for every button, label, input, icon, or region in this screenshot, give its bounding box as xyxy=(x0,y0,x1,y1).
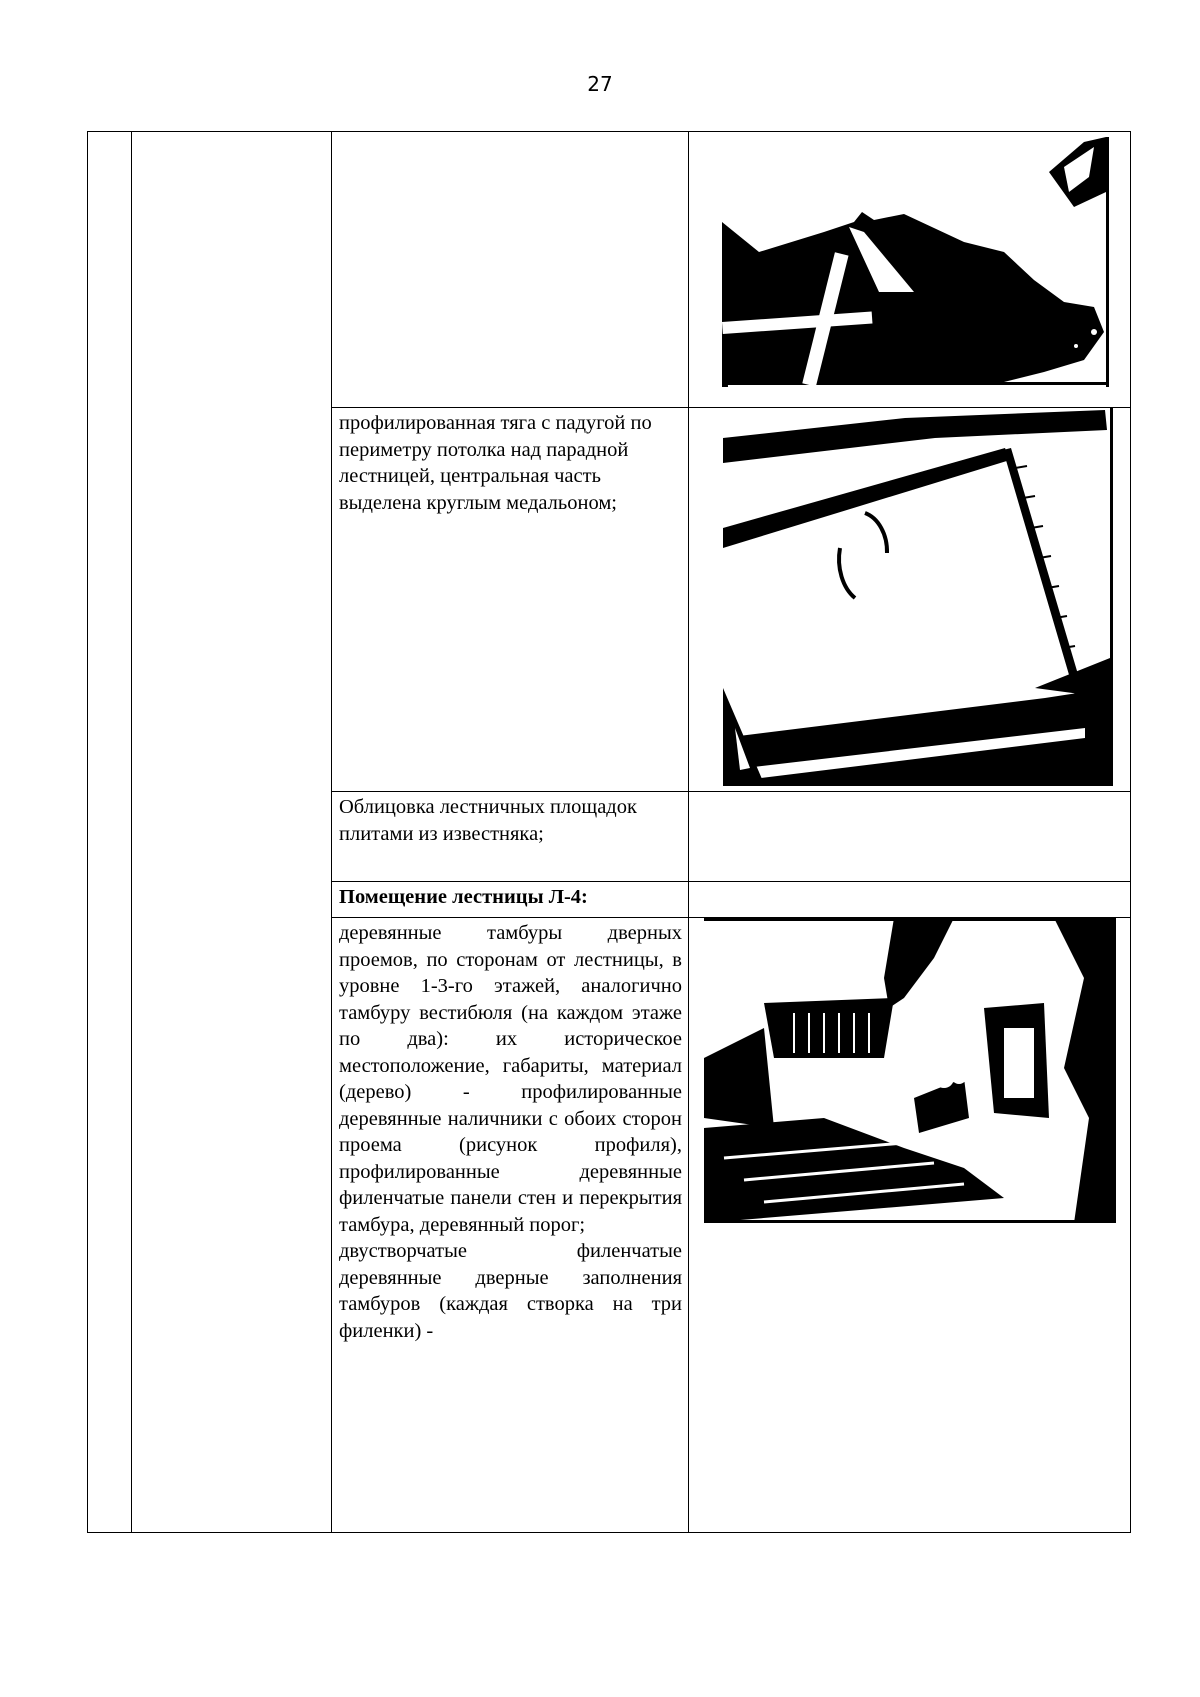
element-description: профилированная тяга с падугой по периметру потолка над парадной лестницей, центральная часть выделена круглым медальоном; xyxy=(339,412,652,514)
ceiling-fragment-photo xyxy=(704,132,1116,394)
ceiling-medallion-photo xyxy=(705,408,1115,786)
section-heading-cell xyxy=(332,882,689,918)
name-column-cell xyxy=(132,132,332,1533)
description-cell xyxy=(332,408,689,792)
description-cell xyxy=(332,792,689,882)
section-heading: Помещение лестницы Л-4: xyxy=(339,886,588,908)
photo-cell xyxy=(689,132,1131,408)
monument-elements-table xyxy=(87,131,1131,1533)
photo-cell xyxy=(689,918,1131,1533)
table-row xyxy=(88,132,1131,408)
element-description: Облицовка лестничных площадок плитами из известняка; xyxy=(339,796,637,845)
number-column-cell xyxy=(88,132,132,1533)
photo-cell xyxy=(689,408,1131,792)
photo-cell xyxy=(689,882,1131,918)
description-cell xyxy=(332,132,689,408)
element-description: деревянные тамбуры дверных проемов, по сторонам от лестницы, в уровне 1-3-го этажей, аналогично тамбуру вестибюля (на каждом этаже по два): их историческое местоположение, габариты, материал (дерево) - профилированные деревянные наличники с обоих сторон проема (рисунок профиля), профилированные деревянные филенчатые панели стен и перекрытия тамбура, деревянный порог; xyxy=(339,922,682,1236)
description-cell xyxy=(332,918,689,1533)
photo-cell xyxy=(689,792,1131,882)
element-description: двустворчатые филенчатые деревянные дверные заполнения тамбуров (каждая створка на три филенки) - xyxy=(339,1240,682,1342)
stairwell-interior-photo xyxy=(704,918,1116,1223)
page-number: 27 xyxy=(587,72,613,96)
